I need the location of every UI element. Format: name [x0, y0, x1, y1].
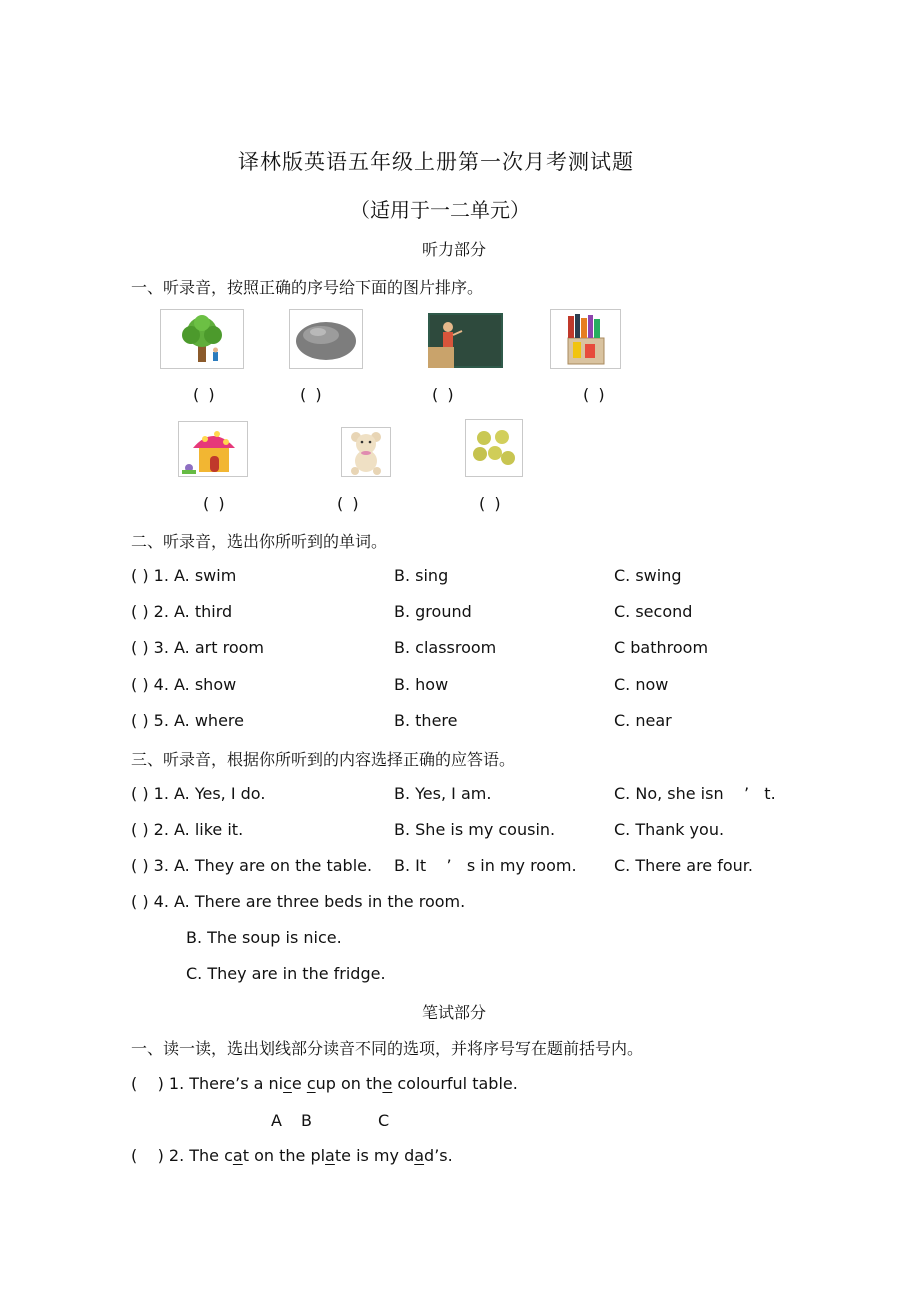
picture-7-blank[interactable]: ( ) — [479, 494, 503, 513]
part3-q1-c: C. No, she isn ’ t. — [614, 784, 776, 803]
part2-q5-b: B. there — [394, 711, 458, 730]
teddy-bear-icon — [341, 427, 391, 477]
part2-q4-a: ( ) 4. A. show — [131, 675, 237, 694]
part2-q3-c: C bathroom — [614, 638, 709, 657]
option-label-c: C — [378, 1111, 390, 1130]
part2-q2-c: C. second — [614, 602, 693, 621]
q2-text-1: ( ) 2. The c — [131, 1146, 233, 1165]
picture-6-blank[interactable]: ( ) — [337, 494, 361, 513]
q1-apostrophe: ’ — [235, 1074, 241, 1093]
part3-q1-a: ( ) 1. A. Yes, I do. — [131, 784, 266, 803]
part2-q4-c: C. now — [614, 675, 669, 694]
q1-text-4: up on th — [315, 1074, 383, 1093]
option-label-a: A — [271, 1111, 282, 1130]
teacher-classroom-icon — [428, 313, 503, 368]
page-title: 译林版英语五年级上册第一次月考测试题 — [238, 150, 634, 174]
q2-text-4: d — [424, 1146, 435, 1165]
option-label-b: B — [301, 1111, 312, 1130]
q2-text-3: te is my d — [334, 1146, 415, 1165]
q1-underlined-c: e — [382, 1074, 393, 1093]
part2-q2-a: ( ) 2. A. third — [131, 602, 233, 621]
page-subtitle: （适用于一二单元） — [350, 198, 530, 222]
picture-3-blank[interactable]: ( ) — [432, 385, 456, 404]
part3-q4-c: C. They are in the fridge. — [186, 964, 386, 983]
q1-text-1: ( ) 1. There — [131, 1074, 236, 1093]
toy-shelf-icon — [550, 309, 621, 369]
pears-icon — [465, 419, 523, 477]
q1-text-2: s a ni — [240, 1074, 284, 1093]
tree-icon — [160, 309, 244, 369]
part2-q1-a: ( ) 1. A. swim — [131, 566, 237, 585]
part3-q2-b: B. She is my cousin. — [394, 820, 556, 839]
part2-q1-b: B. sing — [394, 566, 449, 585]
part4-q2 — [131, 1146, 453, 1165]
mushroom-house-icon — [178, 421, 248, 477]
listening-header: 听力部分 — [422, 240, 487, 259]
part3-q3-b: B. It ’ s in my room. — [394, 856, 577, 875]
writing-header: 笔试部分 — [422, 1003, 487, 1022]
q2-underlined-b: a — [325, 1146, 335, 1165]
part2-q1-c: C. swing — [614, 566, 682, 585]
q2-text-5: s. — [439, 1146, 453, 1165]
part4-q1 — [131, 1074, 518, 1093]
part2-q5-a: ( ) 5. A. where — [131, 711, 244, 730]
part1-instruction: 一、听录音，按照正确的序号给下面的图片排序。 — [131, 278, 484, 297]
q1-underlined-b: c — [306, 1074, 316, 1093]
part3-q2-a: ( ) 2. A. like it. — [131, 820, 244, 839]
q2-underlined-a: a — [232, 1146, 243, 1165]
part4-instruction: 一、读一读，选出划线部分读音不同的选项，并将序号写在题前括号内。 — [131, 1039, 644, 1058]
part3-q3-a: ( ) 3. A. They are on the table. — [131, 856, 373, 875]
part2-q4-b: B. how — [394, 675, 449, 694]
q2-underlined-c: a — [414, 1146, 425, 1165]
part2-q2-b: B. ground — [394, 602, 472, 621]
q2-apostrophe: ’ — [434, 1146, 440, 1165]
part3-q3-c: C. There are four. — [614, 856, 753, 875]
part2-q3-b: B. classroom — [394, 638, 497, 657]
picture-1-blank[interactable]: ( ) — [193, 385, 217, 404]
part3-q4-a: ( ) 4. A. There are three beds in the room. — [131, 892, 466, 911]
part3-instruction: 三、听录音，根据你所听到的内容选择正确的应答语。 — [131, 750, 516, 769]
q1-text-3: e — [291, 1074, 307, 1093]
part3-q4-b: B. The soup is nice. — [186, 928, 342, 947]
part2-q3-a: ( ) 3. A. art room — [131, 638, 264, 657]
picture-4-blank[interactable]: ( ) — [583, 385, 607, 404]
part2-q5-c: C. near — [614, 711, 672, 730]
part2-instruction: 二、听录音，选出你所听到的单词。 — [131, 532, 388, 551]
q1-text-5: colourful table. — [392, 1074, 518, 1093]
picture-5-blank[interactable]: ( ) — [203, 494, 227, 513]
part3-q2-c: C. Thank you. — [614, 820, 725, 839]
rock-icon — [289, 309, 363, 369]
part3-q1-b: B. Yes, I am. — [394, 784, 492, 803]
q1-underlined-a: c — [283, 1074, 292, 1093]
picture-2-blank[interactable]: ( ) — [300, 385, 324, 404]
q2-text-2: t on the pl — [242, 1146, 326, 1165]
